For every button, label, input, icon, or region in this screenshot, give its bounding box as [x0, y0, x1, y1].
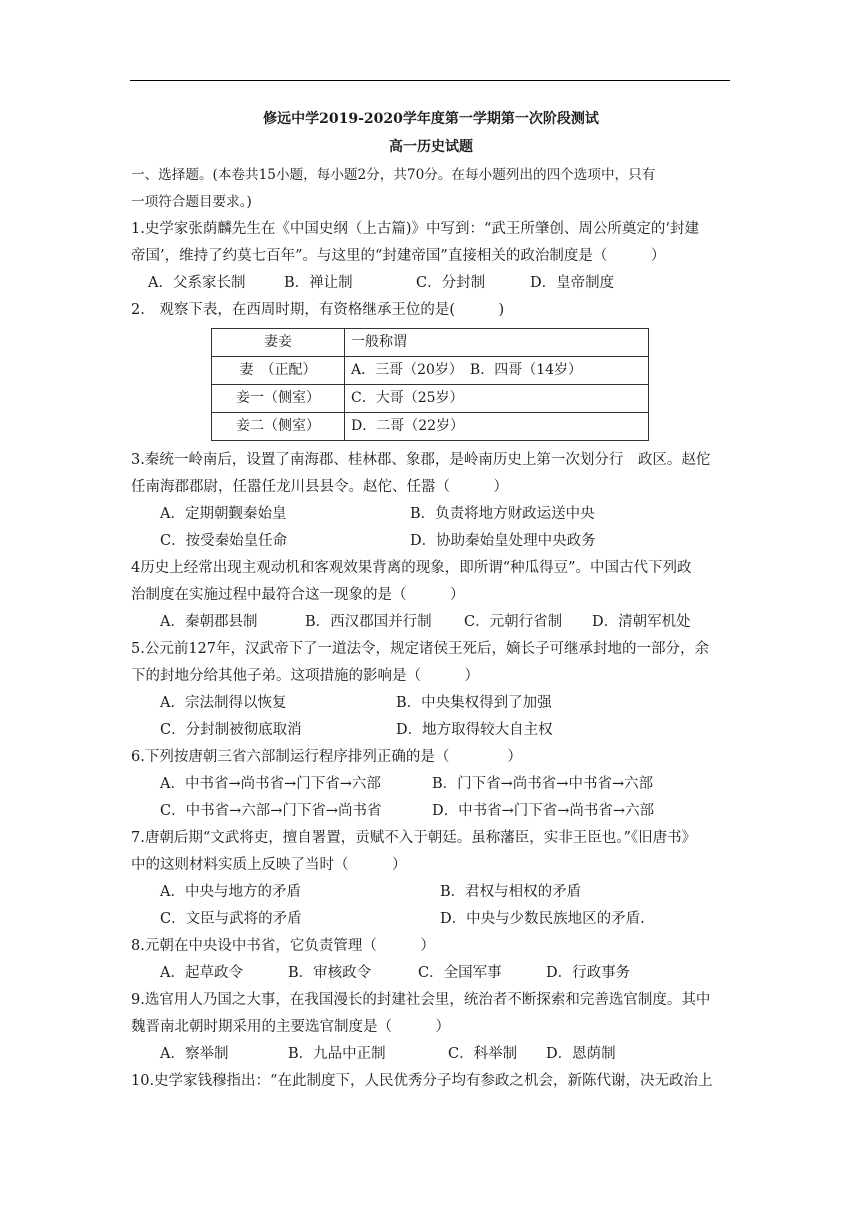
question-10-stem: 10.史学家钱穆指出：“在此制度下，人民优秀分子均有参政之机会，新陈代谢，决无政治上: [131, 1073, 713, 1089]
option-c: C．按受秦始皇任命: [160, 533, 288, 549]
question-3-stem: 3.秦统一岭南后，设置了南海郡、桂林郡、象郡，是岭南历史上第一次划分行 政区。赵佗: [131, 452, 711, 468]
table-cell: 妾一（侧室）: [212, 385, 345, 413]
option-a: A．父系家长制: [148, 275, 246, 291]
option-c: C．文臣与武将的矛盾: [160, 911, 302, 927]
question-7-stem: 7.唐朝后期“文武将吏，擅自署置，贡赋不入于朝廷。虽称藩臣，实非王臣也。”《旧唐书》: [131, 830, 697, 846]
option-c: C．全国军事: [418, 965, 502, 981]
table-header-cell: 妻妾: [212, 329, 345, 357]
exam-subtitle: 高一历史试题: [389, 139, 473, 155]
option-a: A．中书省→尚书省→门下省→六部: [160, 776, 381, 792]
option-b: B．禅让制: [284, 275, 353, 291]
table-cell: C．大哥（25岁）: [345, 385, 649, 413]
question-6-options: [131, 771, 731, 825]
question-9-options: [131, 1041, 731, 1068]
table-header-row: [212, 329, 649, 357]
option-c: C．分封制被彻底取消: [160, 722, 302, 738]
option-b: B．西汉郡国并行制: [305, 614, 432, 630]
option-c: C．科举制: [448, 1046, 518, 1062]
question-7-stem-cont: 中的这则材料实质上反映了当时（ ）: [131, 857, 407, 873]
option-b: B．门下省→尚书省→中书省→六部: [432, 776, 654, 792]
option-b: B．中央集权得到了加强: [396, 695, 552, 711]
option-d: D．中书省→门下省→尚书省→六部: [432, 803, 655, 819]
option-c: C．元朝行省制: [464, 614, 563, 630]
question-1-stem-cont: 帝国’，维持了约莫七百年”。与这里的“封建帝国”直接相关的政治制度是（ ）: [131, 248, 666, 264]
question-7-options: [131, 879, 731, 933]
header-rule: [130, 80, 730, 81]
question-9-stem: 9.选官用人乃国之大事，在我国漫长的封建社会里，统治者不断探索和完善选官制度。其中: [131, 992, 711, 1008]
question-2-stem: 2. 观察下表，在西周时期，有资格继承王位的是( ): [131, 302, 505, 318]
question-4-options: [131, 609, 731, 636]
option-b: B．君权与相权的矛盾: [440, 884, 582, 900]
option-d: D．清朝军机处: [592, 614, 691, 630]
option-d: D．行政事务: [546, 965, 631, 981]
exam-page: [131, 106, 731, 1095]
exam-title: 修远中学2019-2020学年度第一学期第一次阶段测试: [263, 111, 599, 127]
table-cell: D．二哥（22岁）: [345, 413, 649, 441]
section-instruction-cont: 一项符合题目要求。): [131, 194, 252, 210]
option-a: A．中央与地方的矛盾: [160, 884, 301, 900]
option-a: A．察举制: [160, 1046, 229, 1062]
table-cell: 妾二（侧室）: [212, 413, 345, 441]
question-4-stem-cont: 治制度在实施过程中最符合这一现象的是（ ）: [131, 587, 465, 603]
table-cell: A．三哥（20岁） B．四哥（14岁）: [345, 357, 649, 385]
question-1-stem: 1.史学家张荫麟先生在《中国史纲（上古篇)》中写到：“武王所肇创、周公所奠定的‘封建: [131, 221, 700, 237]
section-instruction: 一、选择题。(本卷共15小题，每小题2分，共70分。在每小题列出的四个选项中，只有: [131, 167, 656, 183]
question-6-stem: 6.下列按唐朝三省六部制运行程序排列正确的是（ ）: [131, 749, 522, 765]
option-c: C．分封制: [416, 275, 486, 291]
question-5-stem-cont: 下的封地分给其他子弟。这项措施的影响是（ ）: [131, 668, 479, 684]
question-8-options: [131, 960, 731, 987]
table-header-cell: 一般称谓: [345, 329, 649, 357]
question-8-stem: 8.元朝在中央设中书省，它负责管理（ ）: [131, 938, 435, 954]
table-row: [212, 357, 649, 385]
question-5-options: [131, 690, 731, 744]
question-2-table: [211, 328, 649, 441]
option-d: D．地方取得较大自主权: [396, 722, 553, 738]
question-4-stem: 4历史上经常出现主观动机和客观效果背离的现象，即所谓“种瓜得豆”。中国古代下列政: [131, 560, 692, 576]
question-9-stem-cont: 魏晋南北朝时期采用的主要选官制度是（ ）: [131, 1019, 450, 1035]
table-row: [212, 413, 649, 441]
question-1-options: [131, 270, 731, 297]
option-c: C．中书省→六部→门下省→尚书省: [160, 803, 382, 819]
option-d: D．恩荫制: [546, 1046, 616, 1062]
question-3-options: [131, 501, 731, 555]
option-d: D．中央与少数民族地区的矛盾.: [440, 911, 645, 927]
option-a: A．定期朝觐秦始皇: [160, 506, 287, 522]
option-b: B．负责将地方财政运送中央: [410, 506, 595, 522]
question-3-stem-cont: 任南海郡郡尉，任嚣任龙川县县令。赵佗、任嚣（ ）: [131, 479, 508, 495]
table-row: [212, 385, 649, 413]
option-a: A．宗法制得以恢复: [160, 695, 287, 711]
option-a: A．起草政令: [160, 965, 243, 981]
option-a: A．秦朝郡县制: [160, 614, 258, 630]
question-5-stem: 5.公元前127年，汉武帝下了一道法令，规定诸侯王死后，嫡长子可继承封地的一部分，余: [131, 641, 710, 657]
option-b: B．九品中正制: [288, 1046, 386, 1062]
table-cell: 妻 （正配）: [212, 357, 345, 385]
option-b: B．审核政令: [288, 965, 372, 981]
option-d: D．协助秦始皇处理中央政务: [410, 533, 596, 549]
option-d: D．皇帝制度: [530, 275, 615, 291]
